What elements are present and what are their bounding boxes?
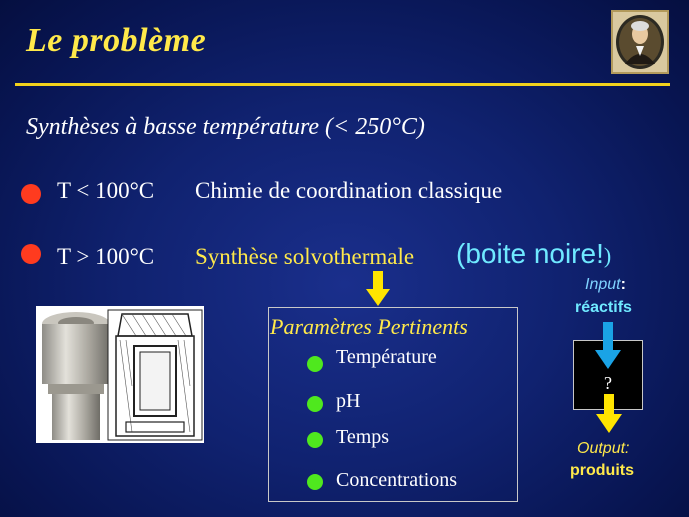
param-ph: pH <box>336 390 361 412</box>
bullet-2-description: Synthèse solvothermale <box>195 244 415 269</box>
title-underline <box>15 83 670 86</box>
portrait-image <box>611 10 669 74</box>
input-colon: : <box>620 276 626 293</box>
param-dot <box>307 474 323 490</box>
output-label: Output: <box>577 440 630 457</box>
autoclave-photo <box>36 306 204 443</box>
slide-title: Le problème <box>26 22 207 59</box>
portrait-image-icon <box>613 12 667 72</box>
bullet-1-description: Chimie de coordination classique <box>195 178 503 203</box>
param-time: Temps <box>336 426 390 448</box>
input-value: réactifs <box>575 299 632 316</box>
input-label: Input <box>585 276 621 293</box>
param-dot <box>307 356 323 372</box>
parameters-title: Paramètres Pertinents <box>270 314 468 339</box>
bullet-2-condition: T > 100°C <box>57 244 155 269</box>
param-dot <box>307 432 323 448</box>
arrow-down-yellow-icon <box>366 271 390 307</box>
param-dot <box>307 396 323 412</box>
black-box-question: ? <box>604 373 612 393</box>
input-label-group <box>585 276 626 294</box>
param-concentrations: Concentrations <box>336 469 458 491</box>
slide-subtitle: Synthèses à basse température (< 250°C) <box>26 114 425 140</box>
arrow-down-yellow-icon <box>596 394 622 434</box>
black-box-note-close: ) <box>603 243 612 268</box>
output-value: produits <box>570 462 634 479</box>
autoclave-photo-icon <box>36 306 204 443</box>
bullet-dot-red <box>21 184 41 204</box>
black-box-note: (boite noire! <box>456 238 604 269</box>
bullet-dot-red <box>21 244 41 264</box>
bullet-2-extra <box>456 238 611 270</box>
arrow-down-blue-icon <box>595 322 621 370</box>
bullet-1-condition: T < 100°C <box>57 178 155 203</box>
param-temperature: Température <box>336 346 437 368</box>
